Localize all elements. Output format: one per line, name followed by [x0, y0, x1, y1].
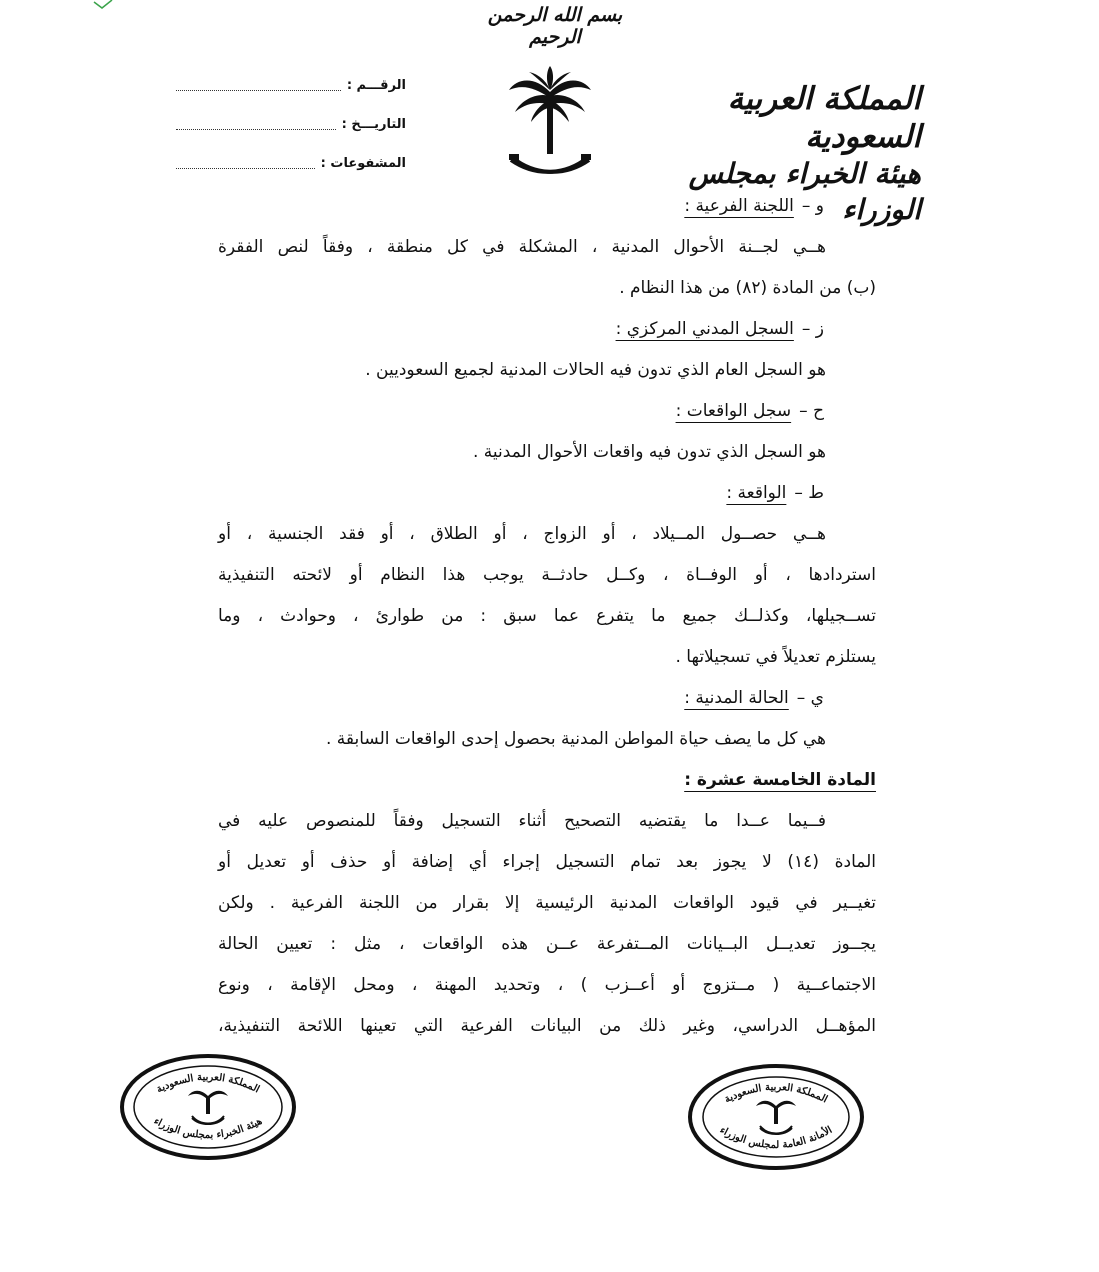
text-line: المؤهــل الدراسي، وغير ذلك من البيانات الفرعية التي تعينها اللائحة التنفيذية، — [218, 1016, 876, 1036]
definition-letter: و – — [801, 196, 824, 216]
seal-right-top-text: المملكة العربية السعودية — [722, 1081, 830, 1106]
text-line: يجــوز تعديــل البــيانات المــتفرعة عــن هذه الواقعات ، مثل : تعيين الحالة — [218, 934, 876, 954]
svg-text:المملكة العربية السعودية — [155, 1072, 261, 1096]
ref-number-label: الرقـــم : — [346, 78, 406, 93]
org-country-name: المملكة العربية السعودية — [727, 81, 921, 155]
text-line: استردادها ، أو الوفــاة ، وكــل حادثــة يوجب هذا النظام أو لائحته التنفيذية — [218, 565, 876, 585]
ref-number-row — [176, 66, 406, 105]
definition-heading-zay — [218, 309, 876, 350]
basmala: بسم الله الرحمن الرحيم — [487, 4, 623, 48]
text-line: هو السجل العام الذي تدون فيه الحالات المدنية لجميع السعوديين . — [365, 360, 826, 380]
definition-letter: ي – — [796, 688, 824, 708]
text-line: فــيما عــدا ما يقتضيه التصحيح أثناء التسجيل وفقاً للمنصوص عليه في — [218, 811, 826, 831]
svg-text:الأمانة العامة لمجلس الوزراء — [718, 1125, 834, 1151]
official-seal-right-icon — [686, 1062, 866, 1172]
definition-title: سجل الواقعات : — [675, 401, 792, 421]
attachments-blank — [176, 158, 315, 169]
svg-text:هيئة الخبراء بمجلس الوزراء — [152, 1116, 264, 1141]
text-line: هــي حصــول المــيلاد ، أو الزواج ، أو الطلاق ، أو فقد الجنسية ، أو — [218, 524, 826, 544]
text-line: هو السجل الذي تدون فيه واقعات الأحوال المدنية . — [472, 442, 826, 462]
definition-letter: ح – — [799, 401, 824, 421]
saudi-emblem-palm-swords-icon — [505, 62, 595, 186]
definition-title: الواقعة : — [726, 483, 787, 503]
document-body — [218, 186, 876, 1047]
date-blank — [176, 119, 336, 130]
ref-number-blank — [176, 80, 341, 91]
definition-heading-waw — [218, 186, 876, 227]
seal-right-bottom-text: الأمانة العامة لمجلس الوزراء — [717, 1124, 835, 1152]
text-line: الاجتماعــية ( مــتزوج أو أعــزب ) ، وتحديد المهنة ، ومحل الإقامة ، ونوع — [218, 975, 876, 995]
svg-text:المملكة العربية السعودية — [723, 1082, 829, 1106]
org-body-name: هيئة الخبراء بمجلس الوزراء — [688, 157, 921, 226]
text-line: هي كل ما يصف حياة المواطن المدنية بحصول إحدى الواقعات السابقة . — [325, 729, 826, 749]
text-line: تغيــير في قيود الواقعات المدنية الرئيسية إلا بقرار من اللجنة الفرعية . ولكن — [218, 893, 876, 913]
text-line: المادة (١٤) لا يجوز بعد تمام التسجيل إجراء أي إضافة أو حذف أو تعديل أو — [218, 852, 876, 872]
text-line: تســجيلها، وكذلــك جميع ما يتفرع عما سبق : من طوارئ ، وحوادث ، وما — [218, 606, 876, 626]
seal-left-bottom-text: هيئة الخبراء بمجلس الوزراء — [151, 1115, 265, 1142]
article-title: المادة الخامسة عشرة : — [684, 770, 876, 790]
attachments-label: المشفوعات : — [320, 156, 406, 171]
definition-letter: ز – — [801, 319, 824, 339]
text-line: هــي لجــنة الأحوال المدنية ، المشكلة في كل منطقة ، وفقاً لنص الفقرة — [218, 237, 826, 257]
corner-mark — [92, 0, 114, 10]
definition-title: الحالة المدنية : — [684, 688, 789, 708]
definition-letter: ط – — [794, 483, 824, 503]
definition-heading-ya — [218, 678, 876, 719]
text-line: يستلزم تعديلاً في تسجيلاتها . — [675, 647, 876, 667]
seal-left-top-text: المملكة العربية السعودية — [154, 1071, 262, 1096]
attachments-row — [176, 144, 406, 183]
definition-heading-ha — [218, 391, 876, 432]
definition-title: اللجنة الفرعية : — [684, 196, 794, 216]
date-label: التاريـــخ : — [341, 117, 406, 132]
article-15-heading — [218, 760, 876, 801]
date-row — [176, 105, 406, 144]
text-line: (ب) من المادة (٨٢) من هذا النظام . — [619, 278, 876, 298]
definition-heading-ta — [218, 473, 876, 514]
official-seal-left-icon — [118, 1052, 298, 1162]
letter-meta-fields — [176, 66, 406, 183]
definition-title: السجل المدني المركزي : — [615, 319, 794, 339]
